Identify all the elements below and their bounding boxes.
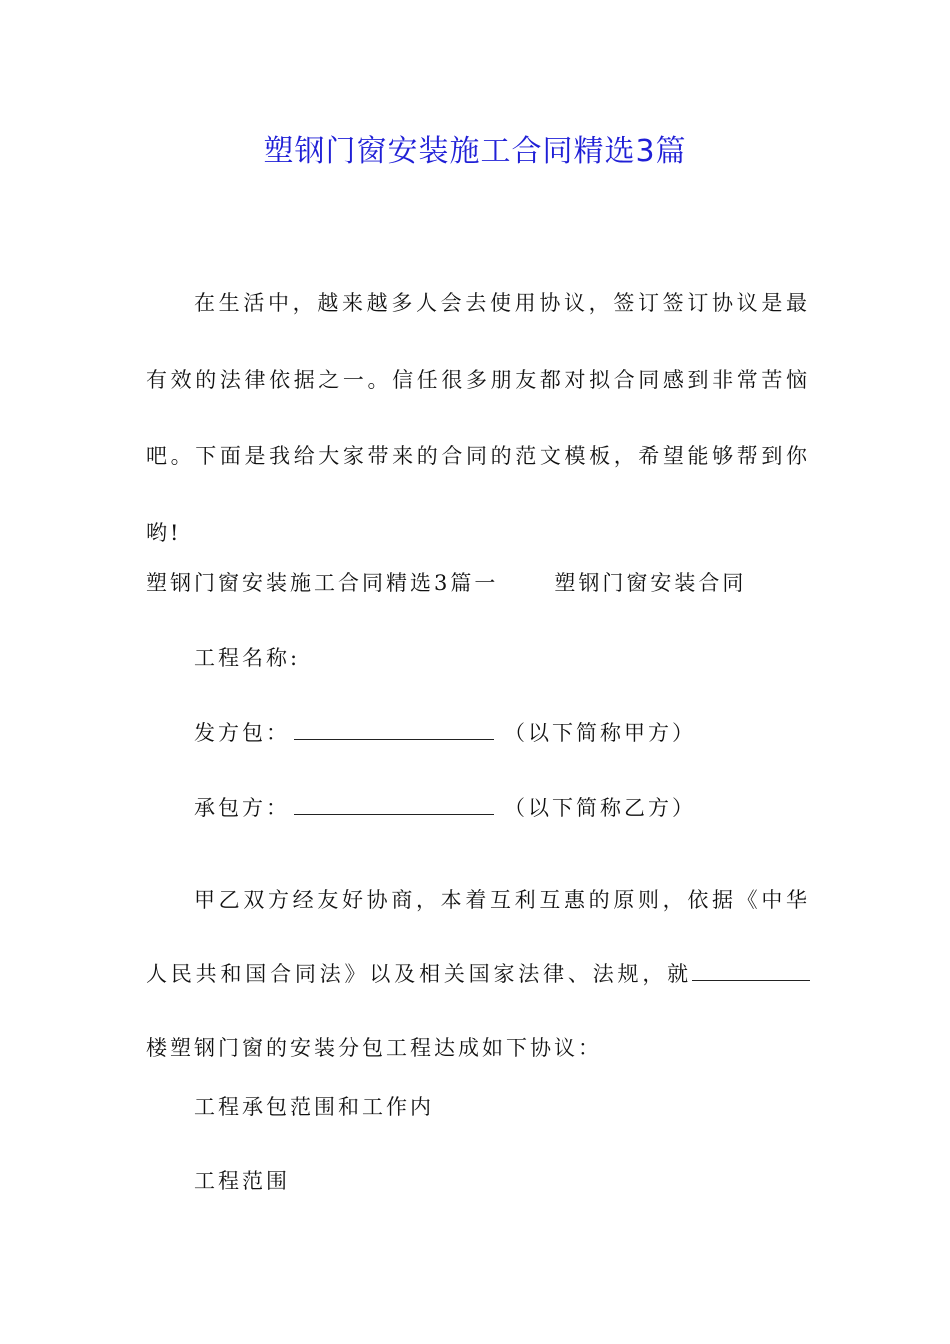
party-b-label: 承包方： [194,796,290,820]
agreement-paragraph [146,863,810,1085]
section-heading-part1: 塑钢门窗安装施工合同精选3篇一 [146,571,499,595]
section-heading [146,563,746,603]
party-a-blank [294,717,494,740]
party-a-line [194,713,696,753]
intro-paragraph: 在生活中，越来越多人会去使用协议，签订签订协议是最有效的法律依据之一。信任很多朋友都对拟合同感到非常苦恼吧。下面是我给大家带来的合同的范文模板，希望能够帮到你哟! [146,291,810,545]
agreement-text-after: 楼塑钢门窗的安装分包工程达成如下协议： [146,1036,602,1060]
agreement-text-before: 甲乙双方经友好协商，本着互利互惠的原则，依据《中华人民共和国合同法》以及相关国家法律、法规，就 [146,888,810,986]
section-heading-part2: 塑钢门窗安装合同 [554,571,747,595]
project-name-line [194,638,300,678]
range-heading-line [194,1161,290,1201]
project-name-label: 工程名称: [194,646,301,670]
party-a-label: 发方包： [194,721,290,745]
scope-heading-line [194,1087,434,1127]
party-a-suffix: （以下简称甲方） [504,721,696,745]
party-b-blank [294,792,494,815]
party-b-line [194,788,696,828]
document-title: 塑钢门窗安装施工合同精选3篇 [263,134,687,169]
party-b-suffix: （以下简称乙方） [504,796,696,820]
range-heading: 工程范围 [194,1169,290,1193]
building-blank [692,958,810,981]
scope-heading: 工程承包范围和工作内 [194,1095,434,1119]
